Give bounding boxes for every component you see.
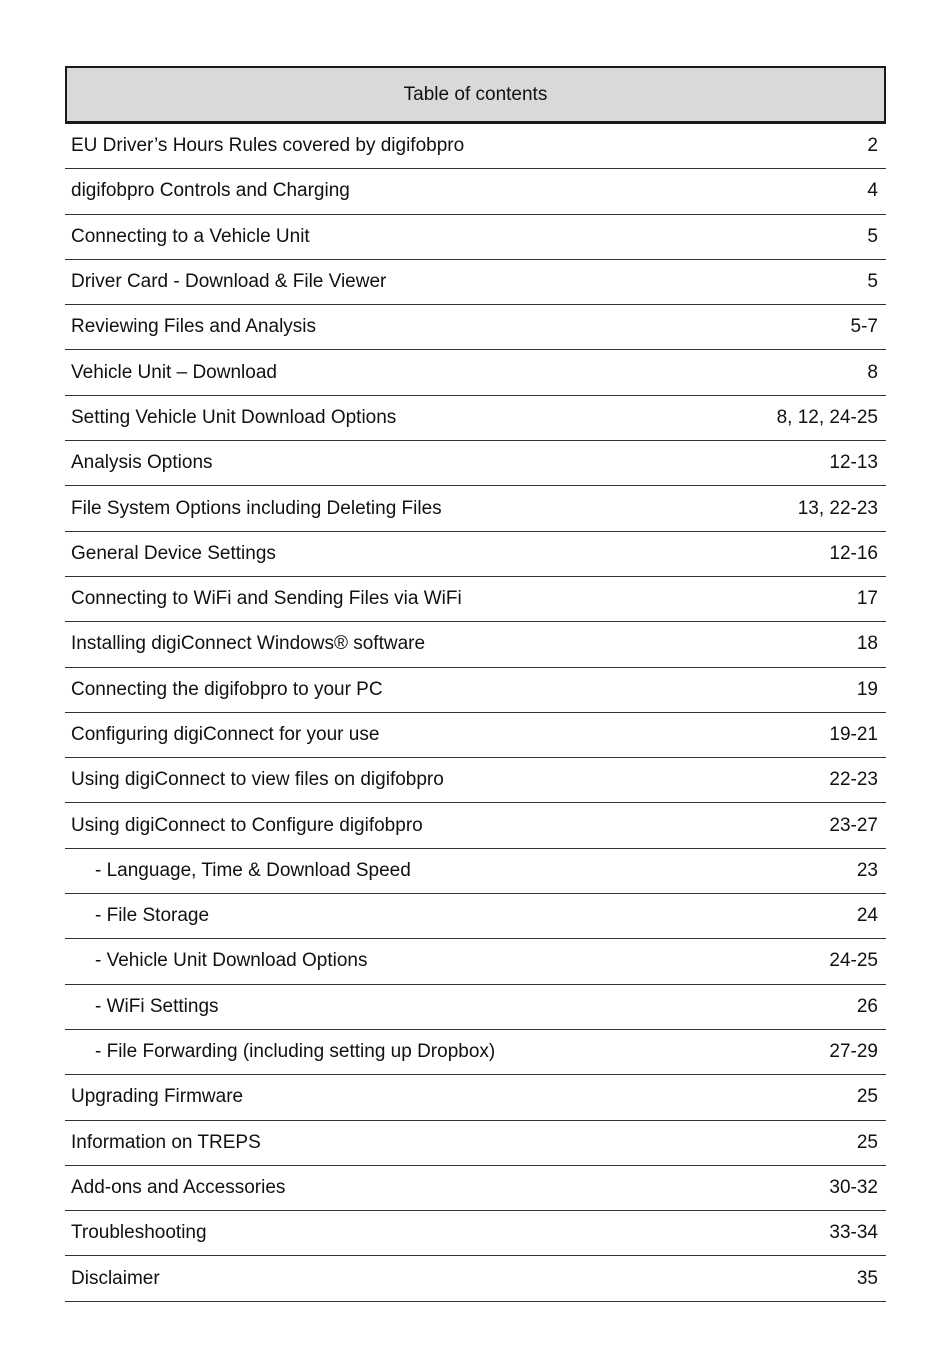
toc-subrow[interactable] [65, 939, 886, 984]
toc-entry-title: Connecting to WiFi and Sending Files via WiFi [71, 588, 462, 610]
toc-row[interactable] [65, 350, 886, 395]
toc-entry-title: Connecting the digifobpro to your PC [71, 678, 383, 700]
toc-row[interactable] [65, 305, 886, 350]
toc-entry-page: 25 [856, 1086, 878, 1108]
toc-entry-page: 12-13 [829, 452, 878, 474]
toc-entry-page: 27-29 [829, 1041, 878, 1063]
toc-entry-page: 24-25 [829, 950, 878, 972]
toc-entry-page: 5 [867, 271, 878, 293]
toc-entry-page: 19-21 [829, 724, 878, 745]
toc-row[interactable] [65, 1121, 886, 1166]
toc-row[interactable] [65, 532, 886, 577]
toc-subrow[interactable] [65, 1030, 886, 1075]
toc-entry-title: Driver Card - Download & File Viewer [71, 271, 387, 293]
toc-row[interactable] [65, 486, 886, 531]
toc-subrow[interactable] [65, 894, 886, 939]
toc-entry-page: 13, 22-23 [797, 497, 878, 519]
toc-entry-title: Setting Vehicle Unit Download Options [71, 406, 397, 428]
toc-row[interactable] [65, 215, 886, 260]
toc-entry-page: 35 [856, 1267, 878, 1289]
toc-entry-title: Troubleshooting [71, 1222, 207, 1244]
toc-entry-title: Information on TREPS [71, 1131, 261, 1153]
toc-row[interactable] [65, 1256, 886, 1301]
toc-list [65, 124, 886, 1302]
toc-row[interactable] [65, 803, 886, 848]
toc-row[interactable] [65, 668, 886, 713]
toc-row[interactable] [65, 1211, 886, 1256]
toc-row[interactable] [65, 713, 886, 758]
toc-entry-page: 30-32 [829, 1176, 878, 1198]
toc-entry-title: Disclaimer [71, 1267, 160, 1289]
toc-row[interactable] [65, 577, 886, 622]
toc-entry-page: 26 [856, 995, 878, 1017]
toc-row[interactable] [65, 396, 886, 441]
toc-entry-title: Connecting to a Vehicle Unit [71, 225, 310, 247]
toc-entry-page: 19 [856, 678, 878, 700]
toc-entry-title: EU Driver’s Hours Rules covered by digifobpro [71, 135, 465, 157]
toc-header: Table of contents [65, 66, 886, 124]
toc-row[interactable] [65, 622, 886, 667]
toc-entry-title: Using digiConnect to Configure digifobpro [71, 814, 423, 836]
toc-entry-page: 4 [867, 180, 878, 202]
toc-entry-page: 8 [867, 361, 878, 383]
toc-entry-title: Configuring digiConnect for your use [71, 724, 380, 745]
toc-entry-title: General Device Settings [71, 542, 276, 564]
toc-entry-page: 25 [856, 1131, 878, 1153]
toc-subentry-title: - Language, Time & Download Speed [95, 859, 411, 881]
toc-row[interactable] [65, 1075, 886, 1120]
toc-entry-title: Reviewing Files and Analysis [71, 316, 317, 338]
toc-entry-page: 17 [856, 588, 878, 610]
table-of-contents [65, 66, 886, 1302]
toc-entry-page: 8, 12, 24-25 [776, 406, 878, 428]
toc-entry-page: 12-16 [829, 542, 878, 564]
toc-entry-page: 5 [867, 225, 878, 247]
toc-subentry-title: - WiFi Settings [95, 995, 219, 1017]
toc-row[interactable] [65, 169, 886, 214]
toc-row[interactable] [65, 1166, 886, 1211]
toc-entry-page: 23 [856, 859, 878, 881]
toc-entry-title: Add-ons and Accessories [71, 1176, 286, 1198]
toc-entry-title: Analysis Options [71, 452, 213, 474]
toc-entry-page: 22-23 [829, 769, 878, 791]
toc-entry-page: 33-34 [829, 1222, 878, 1244]
toc-subentry-title: - File Forwarding (including setting up Dropbox) [95, 1041, 496, 1063]
toc-entry-page: 2 [867, 135, 878, 157]
toc-entry-page: 5-7 [850, 316, 878, 338]
toc-entry-title: Installing digiConnect Windows® software [71, 633, 426, 655]
toc-entry-title: Using digiConnect to view files on digifobpro [71, 769, 444, 791]
toc-entry-page: 24 [856, 905, 878, 927]
toc-entry-page: 18 [856, 633, 878, 655]
toc-subrow[interactable] [65, 985, 886, 1030]
toc-row[interactable] [65, 441, 886, 486]
toc-subentry-title: - File Storage [95, 905, 210, 927]
toc-entry-title: Vehicle Unit – Download [71, 361, 277, 383]
toc-entry-page: 23-27 [829, 814, 878, 836]
toc-row[interactable] [65, 758, 886, 803]
toc-row[interactable] [65, 260, 886, 305]
toc-subentry-title: - Vehicle Unit Download Options [95, 950, 368, 972]
toc-subrow[interactable] [65, 849, 886, 894]
toc-row[interactable] [65, 124, 886, 169]
toc-entry-title: digifobpro Controls and Charging [71, 180, 350, 202]
toc-entry-title: File System Options including Deleting Files [71, 497, 442, 519]
toc-entry-title: Upgrading Firmware [71, 1086, 244, 1108]
